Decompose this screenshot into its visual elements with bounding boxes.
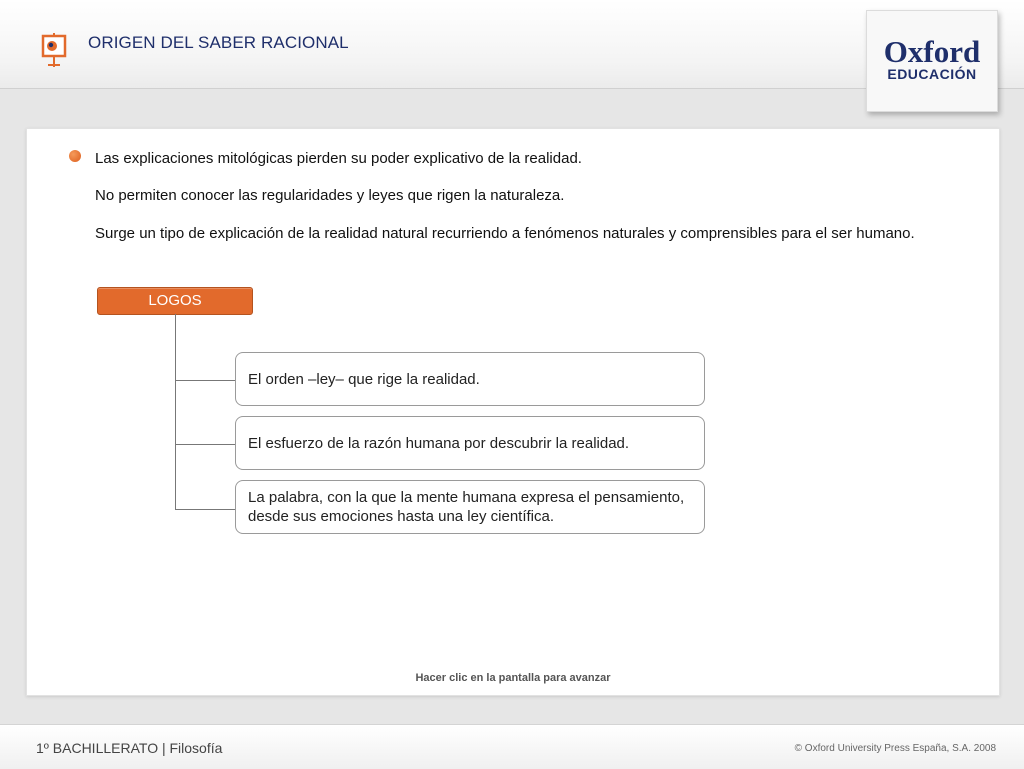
page-title: ORIGEN DEL SABER RACIONAL [88, 33, 349, 52]
logos-meaning-3: La palabra, con la que la mente humana expresa el pensamiento, desde sus emociones hasta una ley científica. [235, 480, 705, 534]
logo-subbrand: EDUCACIÓN [887, 66, 977, 82]
paragraph-2: No permiten conocer las regularidades y leyes que rigen la naturaleza. [95, 187, 565, 204]
copyright: © Oxford University Press España, S.A. 2008 [794, 743, 996, 754]
slide-content[interactable] [26, 128, 1000, 696]
connector-3 [175, 509, 235, 510]
footer [0, 724, 1024, 769]
paragraph-3: Surge un tipo de explicación de la realidad natural recurriendo a fenómenos naturales y comprensibles para el ser humano. [95, 225, 915, 242]
logos-meaning-2: El esfuerzo de la razón humana por descubrir la realidad. [235, 416, 705, 470]
paragraph-1: Las explicaciones mitológicas pierden su poder explicativo de la realidad. [95, 150, 582, 167]
oxford-logo [866, 10, 998, 112]
presentation-board-icon [40, 32, 68, 68]
advance-hint: Hacer clic en la pantalla para avanzar [415, 672, 611, 684]
logos-root-box: LOGOS [97, 287, 253, 315]
connector-1 [175, 380, 235, 381]
connector-vertical [175, 314, 176, 510]
logo-brand: Oxford [883, 34, 981, 69]
logos-meaning-1: El orden –ley– que rige la realidad. [235, 352, 705, 406]
connector-2 [175, 444, 235, 445]
bullet-icon [69, 150, 81, 162]
course-label: 1º BACHILLERATO | Filosofía [36, 740, 223, 756]
